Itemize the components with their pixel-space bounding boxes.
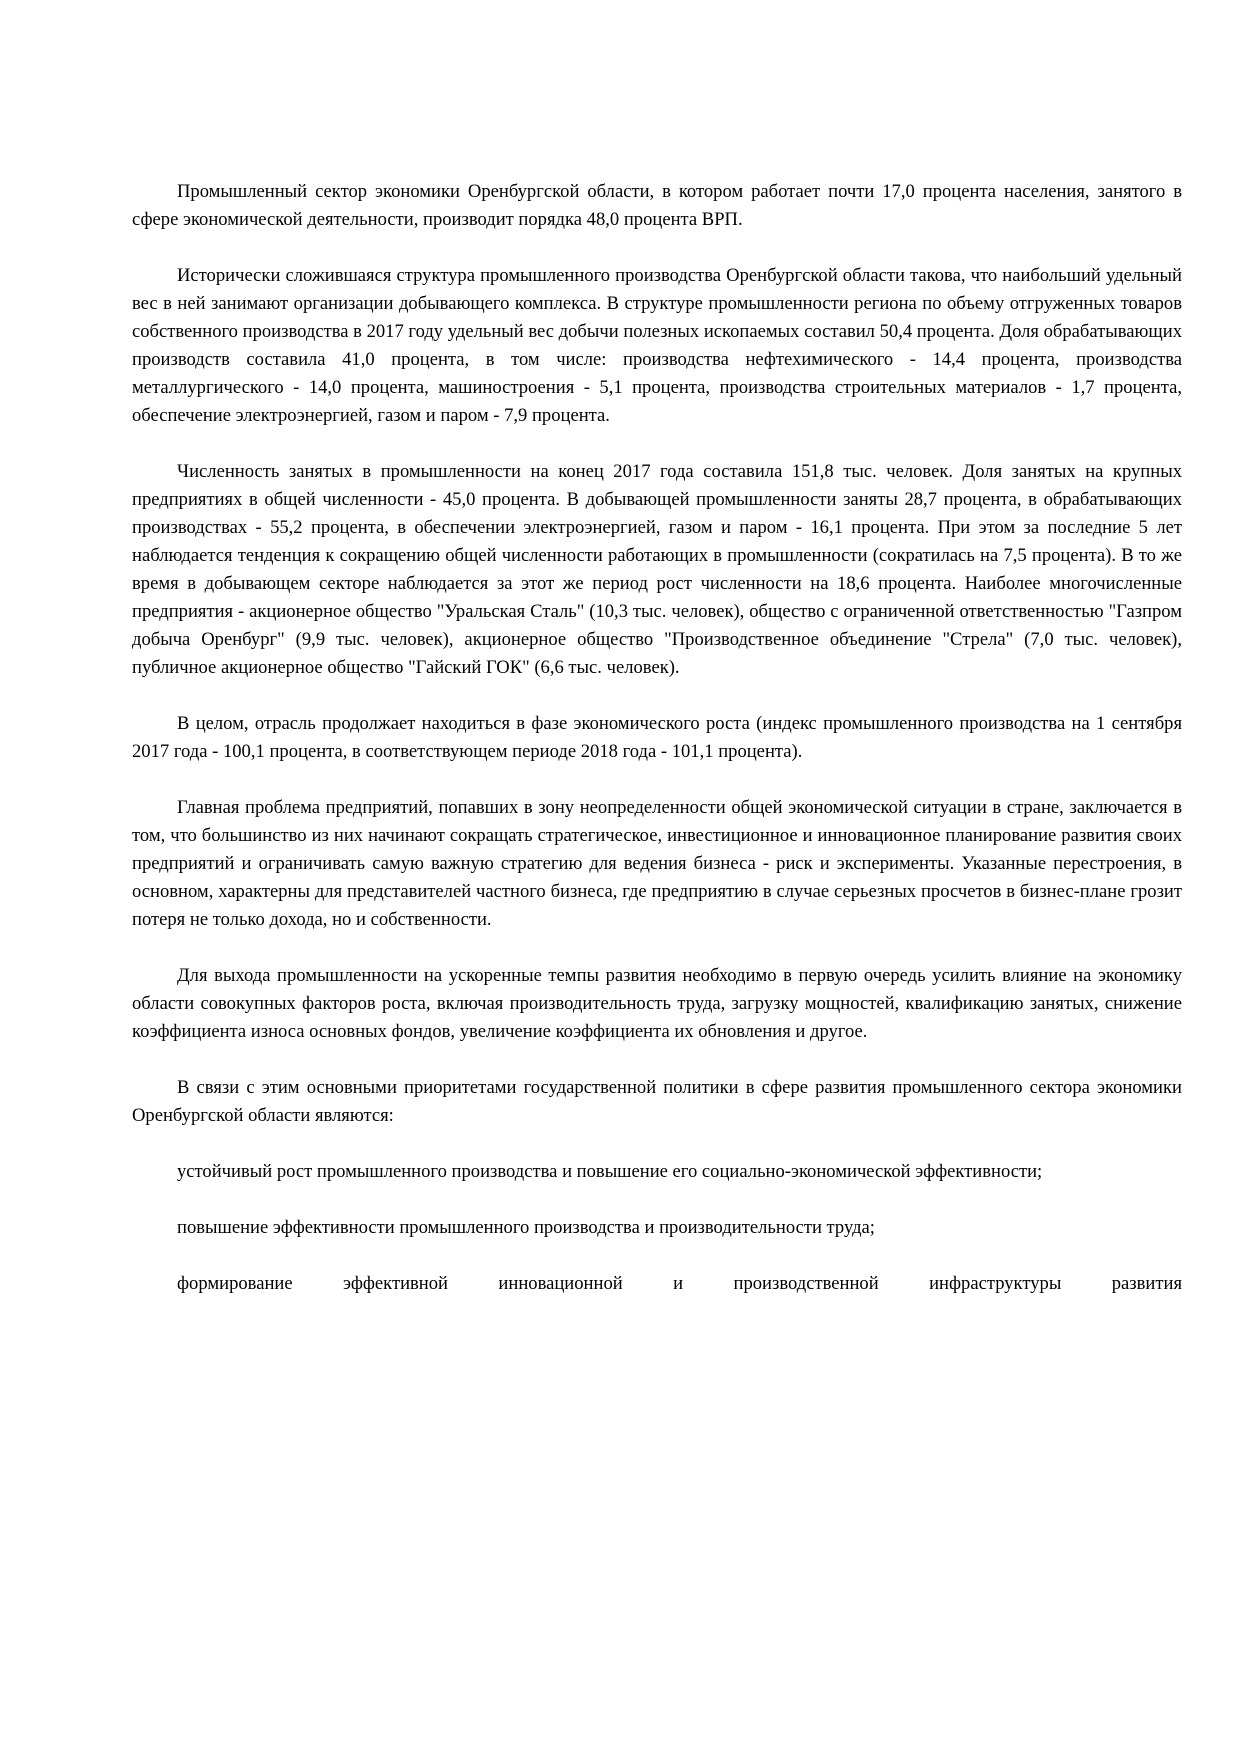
paragraph: Численность занятых в промышленности на конец 2017 года составила 151,8 тыс. человек. Доля занятых на крупных предприятиях в общей численности - 45,0 процента. В добывающей промышленности заняты 28,7 процента, в обрабатывающих производствах - 55,2 процента, в обеспечении электроэнергией, газом и паром - 16,1 процента. При этом за последние 5 лет наблюдается тенденция к сокращению общей численности работающих в промышленности (сократилась на 7,5 процента). В то же время в добывающем секторе наблюдается за этот же период рост численности на 18,6 процента. Наиболее многочисленные предприятия - акционерное общество "Уральская Сталь" (10,3 тыс. человек), общество с ограниченной ответственностью "Газпром добыча Оренбург" (9,9 тыс. человек), акционерное общество "Производственное объединение "Стрела" (7,0 тыс. человек), публичное акционерное общество "Гайский ГОК" (6,6 тыс. человек). (132, 461, 1182, 678)
paragraph: Промышленный сектор экономики Оренбургской области, в котором работает почти 17,0 процента населения, занятого в сфере экономической деятельности, производит порядка 48,0 процента ВРП. (132, 181, 1182, 230)
list-item: формирование эффективной инновационной и производственной инфраструктуры развития (177, 1273, 1182, 1294)
paragraph: Главная проблема предприятий, попавших в зону неопределенности общей экономической ситуации в стране, заключается в том, что большинство из них начинают сокращать стратегическое, инвестиционное и инновационное планирование развития своих предприятий и ограничивать самую важную стратегию для ведения бизнеса - риск и эксперименты. Указанные перестроения, в основном, характерны для представителей частного бизнеса, где предприятию в случае серьезных просчетов в бизнес-плане грозит потеря не только дохода, но и собственности. (132, 797, 1182, 930)
list-item: повышение эффективности промышленного производства и производительности труда; (177, 1217, 875, 1238)
paragraph: В целом, отрасль продолжает находиться в фазе экономического роста (индекс промышленного производства на 1 сентября 2017 года - 100,1 процента, в соответствующем периоде 2018 года - 101,1 процента). (132, 713, 1182, 762)
paragraph: Для выхода промышленности на ускоренные темпы развития необходимо в первую очередь усилить влияние на экономику области совокупных факторов роста, включая производительность труда, загрузку мощностей, квалификацию занятых, снижение коэффициента износа основных фондов, увеличение коэффициента их обновления и другое. (132, 965, 1182, 1042)
document-page (132, 178, 1182, 1326)
list-item: устойчивый рост промышленного производства и повышение его социально-экономической эффективности; (177, 1161, 1043, 1182)
paragraph: Исторически сложившаяся структура промышленного производства Оренбургской области такова, что наибольший удельный вес в ней занимают организации добывающего комплекса. В структуре промышленности региона по объему отгруженных товаров собственного производства в 2017 году удельный вес добычи полезных ископаемых составил 50,4 процента. Доля обрабатывающих производств составила 41,0 процента, в том числе: производства нефтехимического - 14,4 процента, производства металлургического - 14,0 процента, машиностроения - 5,1 процента, производства строительных материалов - 1,7 процента, обеспечение электроэнергией, газом и паром - 7,9 процента. (132, 265, 1183, 426)
paragraph: В связи с этим основными приоритетами государственной политики в сфере развития промышленного сектора экономики Оренбургской области являются: (132, 1077, 1182, 1126)
